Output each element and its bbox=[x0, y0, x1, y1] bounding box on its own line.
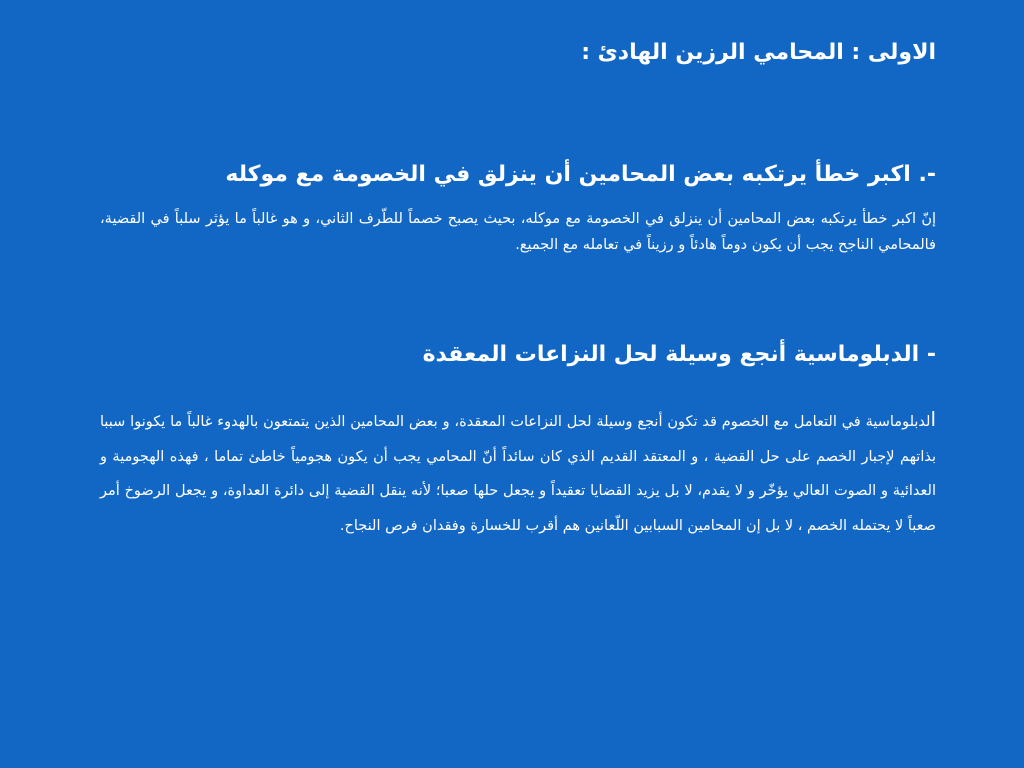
section2-body-lead: ا bbox=[930, 407, 936, 431]
section2-heading: - الدبلوماسية أنجع وسيلة لحل النزاعات المعقدة bbox=[422, 342, 936, 367]
section2-body-text: لدبلوماسية في التعامل مع الخصوم قد تكون أنجع وسيلة لحل النزاعات المعقدة، و بعض المحامين الذين يتمتعون بالهدوء غالباً ما يكونوا سببا بذاتهم لإجبار الخصم على حل القضية ، و المعتقد القديم الذي كان سائداً أنّ المحامي يجب أن يكون هجومياً خاطئ تماما ، فهذه الهجومية و العدائية و الصوت العالي يؤخّر و لا يقدم، لا بل يزيد القضايا تعقيداً و يجعل حلها صعبا؛ لأنه ينقل القضية إلى دائرة العداوة، و يجعل الرضوخ أمر صعباً لا يحتمله الخصم ، لا بل إن المحامين السبابين اللّعانين هم أقرب للخسارة وفقدان فرص النجاح. bbox=[100, 414, 936, 534]
section1-body: إنّ اكبر خطأ يرتكبه بعض المحامين أن ينزلق في الخصومة مع موكله، بحيث يصبح خصماً للطّرف الثاني، و هو غالباً ما يؤثر سلباً في القضية، فالمحامي الناجح يجب أن يكون دوماً هادئاً و رزيناً في تعامله مع الجميع. bbox=[100, 211, 936, 253]
section2-body bbox=[100, 402, 936, 543]
slide-title: الاولى : المحامي الرزين الهادئ : bbox=[581, 40, 936, 65]
section1-heading: -. اكبر خطأ يرتكبه بعض المحامين أن ينزلق في الخصومة مع موكله bbox=[225, 162, 936, 187]
